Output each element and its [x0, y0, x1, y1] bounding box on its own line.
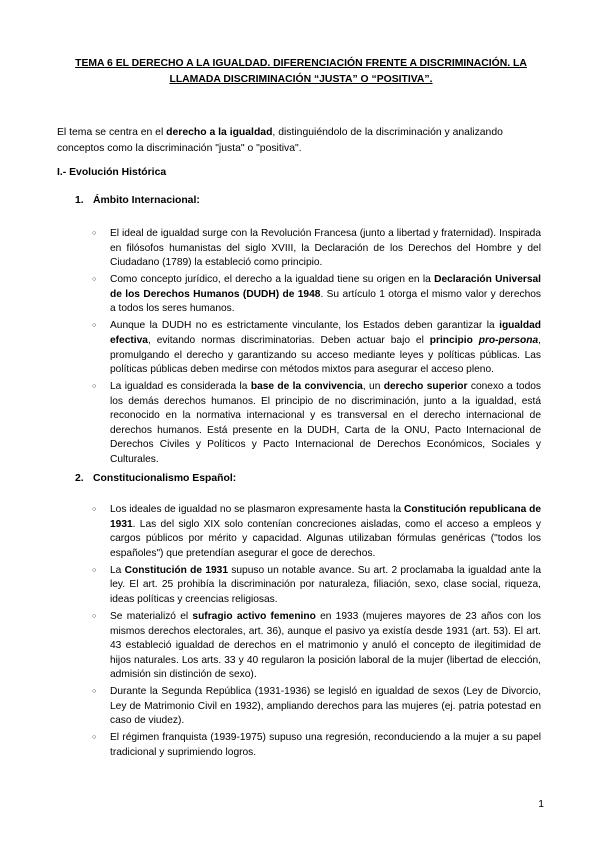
list-item: ○ La igualdad es considerada la base de la convivencia, un derecho superior conexo a todos los demás derechos humanos. El principio de no discriminación, junto a la igualdad, está reconocido en la normativa internacional y es transversal en el derecho internacional de derechos humanos. Está presente en la DUDH, Carta de la ONU, Pacto Internacional de Derechos Civiles y Políticos y Pacto Internacional de Derechos Económicos, Sociales y Culturales.: [110, 380, 541, 468]
intro-bold: derecho a la igualdad: [166, 127, 273, 138]
section-heading: I.- Evolución Histórica: [57, 167, 167, 178]
list-item: ○ El régimen franquista (1939-1975) supuso una regresión, reconduciendo a la mujer a su papel tradicional y suprimiendo logros.: [110, 731, 541, 760]
subheading-spanish: [75, 473, 236, 484]
subheading-label: Constitucionalismo Español:: [93, 473, 237, 484]
intro-text: El tema se centra en el: [57, 127, 167, 138]
subheading-international: [75, 195, 200, 206]
subheading-number: 1.: [75, 195, 84, 206]
list-item: ○ Los ideales de igualdad no se plasmaron expresamente hasta la Constitución republicana de 1931. Las del siglo XIX solo contenían concreciones aisladas, como el acceso a empleos y cargos públicos por mérito y capacidad. Algunas utilizaban fórmulas genéricas ("todos los españoles") que pretendían asegurar el goce de derechos.: [110, 503, 541, 561]
page-number: 1: [538, 799, 544, 810]
intro-text-end: , distinguiéndolo de la discriminación y analizando conceptos como la discriminación "justa" o "positiva".: [57, 127, 503, 154]
list-item: ○ Se materializó el sufragio activo femenino en 1933 (mujeres mayores de 23 años con los mismos derechos electorales, art. 36), aunque el pasivo ya existía desde 1931 (art. 53). El art. 43 estableció igualdad de derechos en el matrimonio y anuló el concepto de ilegitimidad de hijos naturales. Los arts. 33 y 40 regularon la posición laboral de la mujer (libertad de elección, admisión sin distinción de sexo).: [110, 610, 541, 683]
list-item: ○ El ideal de igualdad surge con la Revolución Francesa (junto a libertad y fraternidad). Inspirada en filósofos humanistas del siglo XVIII, la Declaración de los Derechos del Hombre y del Ciudadano (1789) la estableció como principio.: [110, 227, 541, 271]
subheading-number: 2.: [75, 473, 84, 484]
list-item: ○ Aunque la DUDH no es estrictamente vinculante, los Estados deben garantizar la igualdad efectiva, evitando normas discriminatorias. Deben actuar bajo el principio pro-persona, promulgando el derecho y garantizando su acceso mediante leyes y políticas públicas. Las políticas públicas deben medirse con métodos mixtos para asegurar el acceso pleno.: [110, 319, 541, 377]
spanish-list: [110, 503, 541, 763]
subheading-label: Ámbito Internacional:: [93, 195, 200, 206]
international-list: [110, 227, 541, 470]
list-item: ○ Durante la Segunda República (1931-1936) se legisló en igualdad de sexos (Ley de Divorcio, Ley de Matrimonio Civil en 1932), ampliando derechos para las mujeres (ej. patria potestad en caso de viudez).: [110, 685, 541, 729]
list-item: ○ Como concepto jurídico, el derecho a la igualdad tiene su origen en la Declaración Universal de los Derechos Humanos (DUDH) de 1948. Su artículo 1 otorga el mismo valor y derechos a todos los seres humanos.: [110, 273, 541, 317]
list-item: ○ La Constitución de 1931 supuso un notable avance. Su art. 2 proclamaba la igualdad ante la ley. El art. 25 prohibía la discriminación por naturaleza, filiación, sexo, clase social, riqueza, ideas políticas y creencias religiosas.: [110, 564, 541, 608]
intro-paragraph: [57, 125, 547, 157]
document-title: TEMA 6 EL DERECHO A LA IGUALDAD. DIFERENCIACIÓN FRENTE A DISCRIMINACIÓN. LA LLAMADA DISCRIMINACIÓN “JUSTA” O “POSITIVA”.: [75, 58, 527, 85]
